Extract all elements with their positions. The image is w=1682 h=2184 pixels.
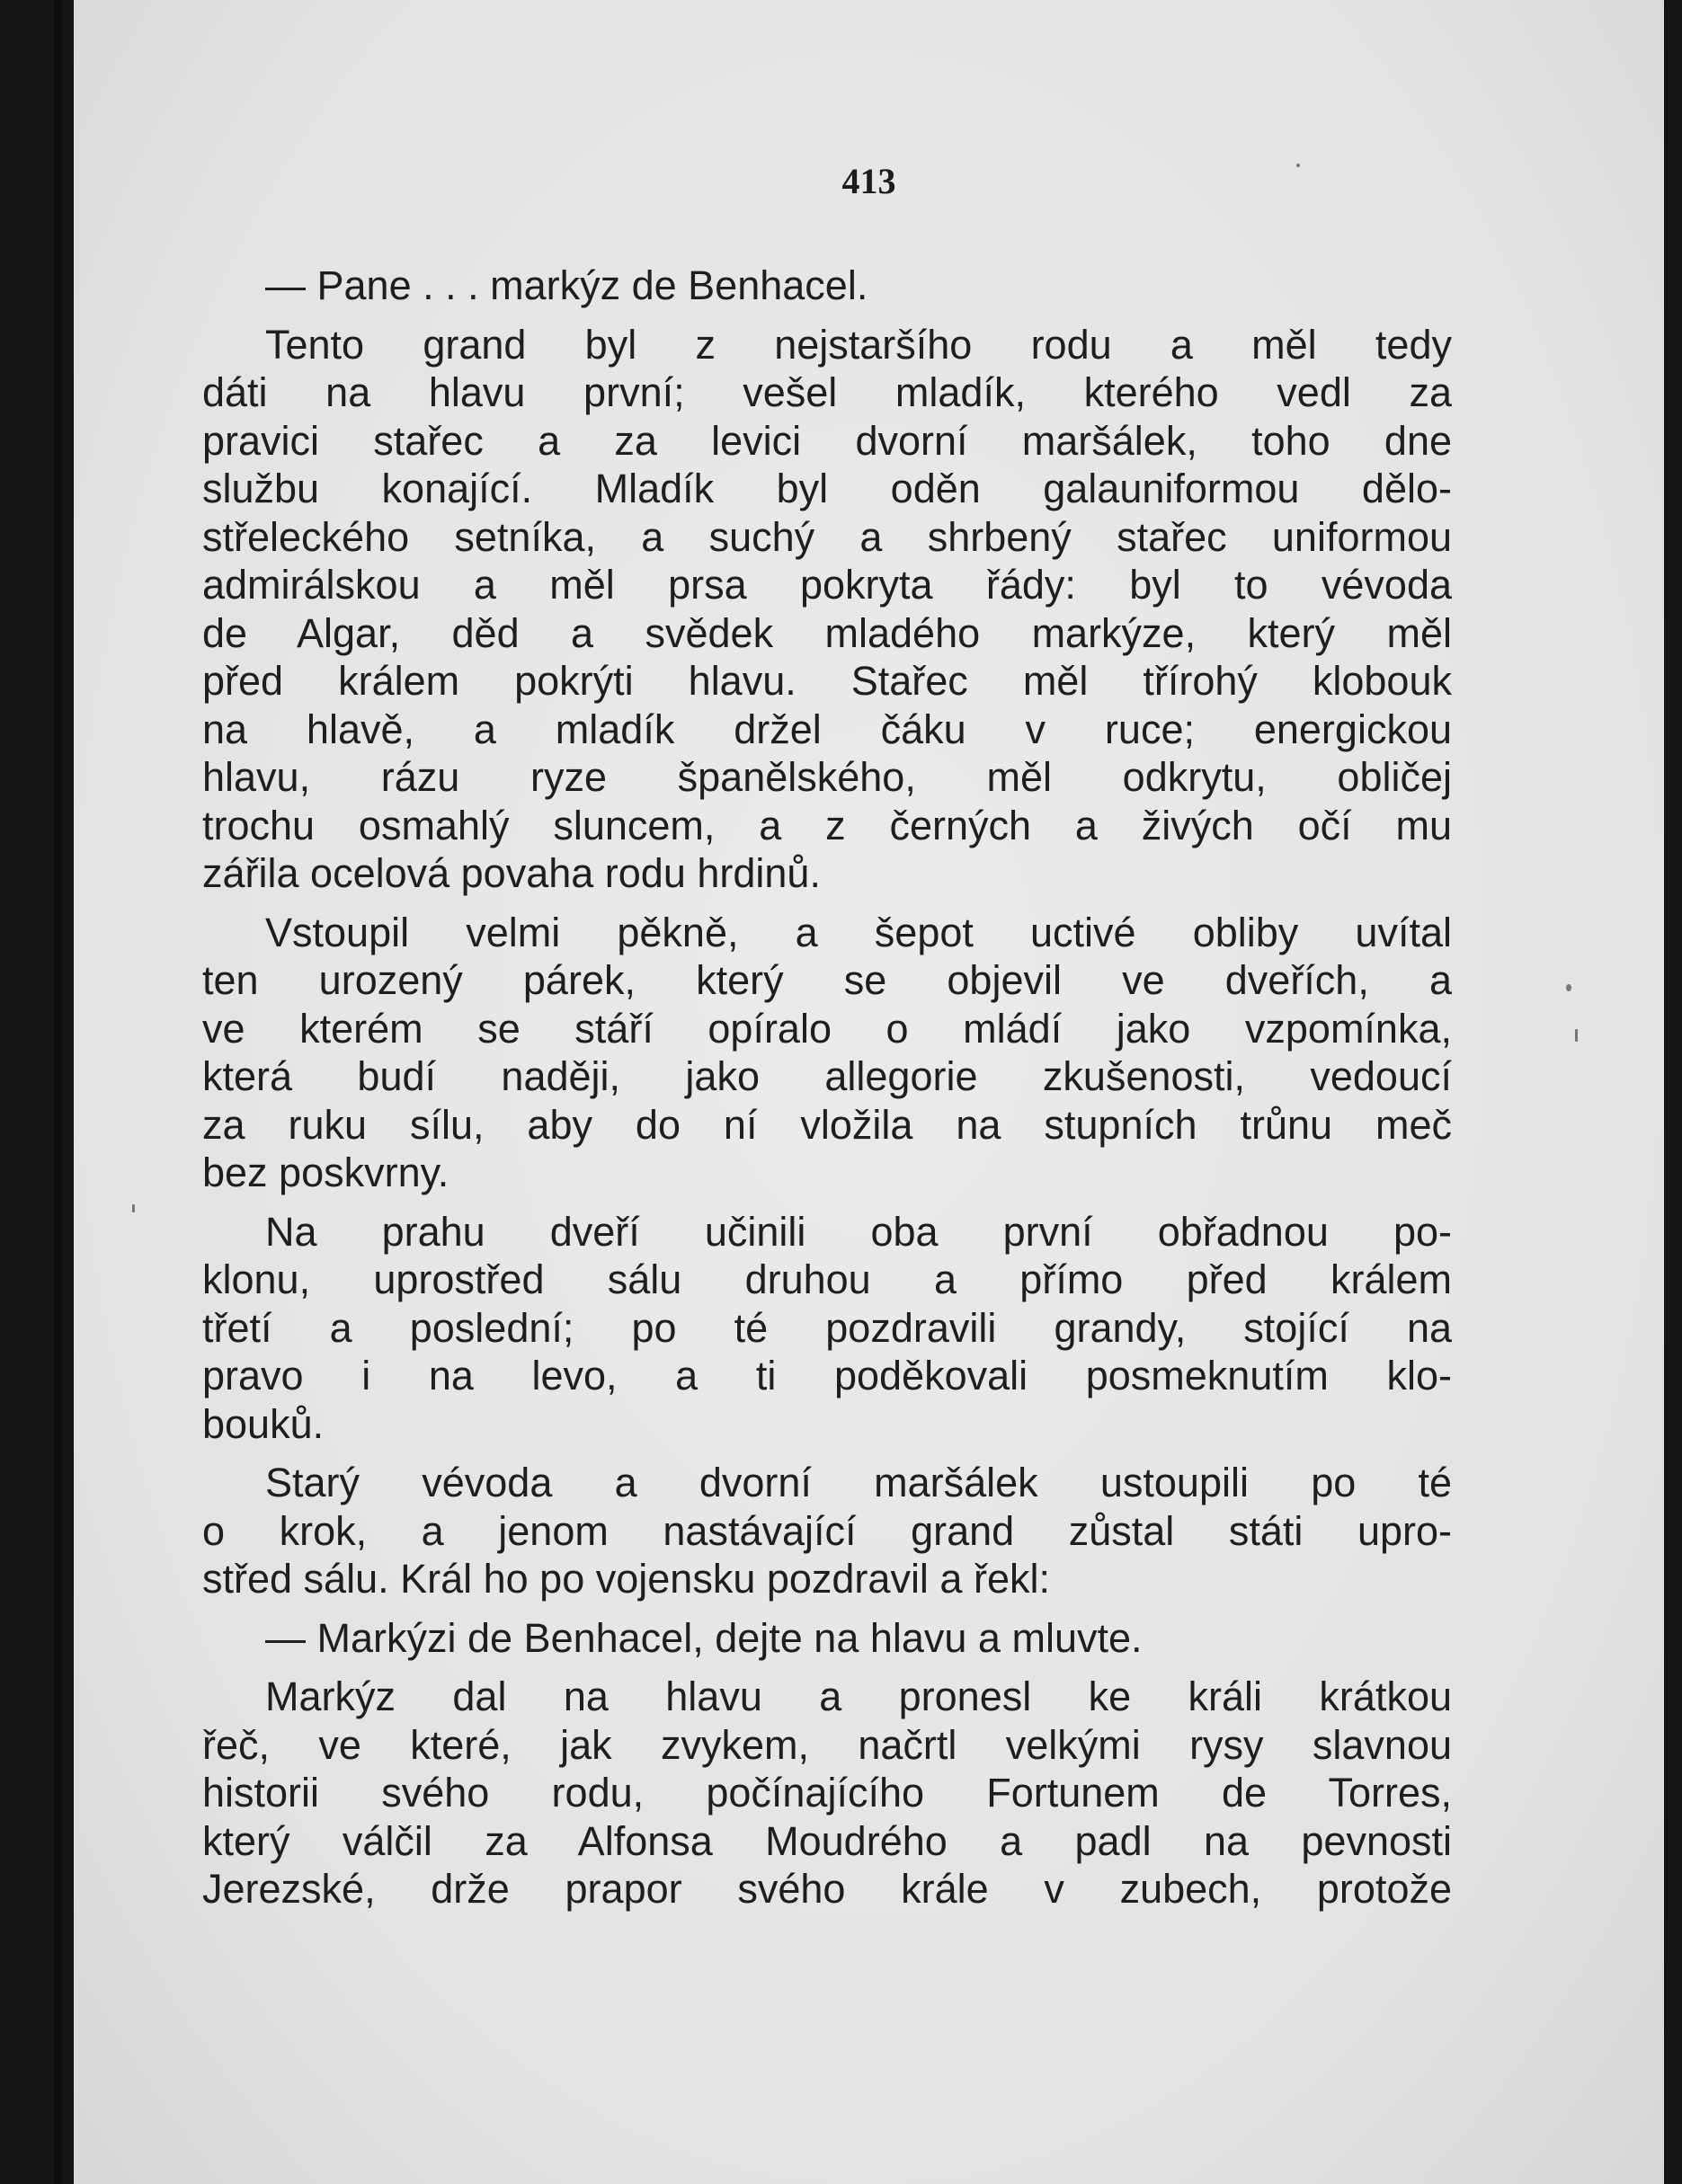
text-line: bez poskvrny. [202,1150,449,1195]
paragraph [202,1459,1452,1603]
text-line: za ruku sílu, aby do ní vložila na stupních trůnu meč [202,1101,1452,1148]
text-line: střed sálu. Král ho po vojensku pozdravil a řekl: [202,1556,1050,1602]
text-line: pravo i na levo, a ti poděkovali posmeknutím klo- [202,1353,1452,1398]
binding-gutter [54,0,63,2184]
text-line: o krok, a jenom nastávající grand zůstal státi upro- [202,1507,1452,1554]
text-line: před králem pokrýti hlavu. Stařec měl třírohý klobouk [202,658,1452,704]
paragraph [202,262,1452,310]
text-line: střeleckého setníka, a suchý a shrbený stařec uniformou [202,513,1452,560]
text-line: třetí a poslední; po té pozdravili grandy, stojící na [202,1304,1452,1351]
text-line: — Markýzi de Benhacel, dejte na hlavu a mluvte. [265,1614,1143,1661]
text-line: klonu, uprostřed sálu druhou a přímo před králem [202,1256,1452,1302]
text-line: dáti na hlavu první; vešel mladík, kterého vedl za [202,369,1452,415]
paragraph [202,909,1452,1197]
page-number: 413 [841,161,896,201]
text-line: který válčil za Alfonsa Moudrého a padl na pevnosti [202,1817,1452,1864]
scan-speck [1296,164,1300,167]
scan-speck [1566,984,1571,991]
text-line: Vstoupil velmi pěkně, a šepot uctivé obliby uvítal [265,909,1452,955]
text-line: historii svého rodu, počínajícího Fortunem de Torres, [202,1770,1452,1816]
text-line: pravici stařec a za levici dvorní maršálek, toho dne [202,417,1452,464]
scan-speck [1575,1029,1578,1042]
text-line: hlavu, rázu ryze španělského, měl odkrytu, obličej [202,754,1452,800]
text-line: Markýz dal na hlavu a pronesl ke králi krátkou [265,1674,1452,1719]
body-text [202,262,1452,1924]
text-line: zářila ocelová povaha rodu hrdinů. [202,850,821,896]
paragraph [202,321,1452,898]
paragraph [202,1673,1452,1913]
text-line: admirálskou a měl prsa pokryta řády: byl to vévoda [202,562,1452,608]
text-line: bouků. [202,1400,325,1447]
text-line: ten urozený párek, který se objevil ve dveřích, a [202,957,1452,1003]
text-line: Jerezské, drže prapor svého krále v zubech, protože [202,1866,1452,1912]
text-line: ve kterém se stáří opíralo o mládí jako vzpomínka, [202,1005,1452,1052]
text-line: na hlavě, a mladík držel čáku v ruce; energickou [202,706,1452,752]
text-line: de Algar, děd a svědek mladého markýze, který měl [202,609,1452,656]
text-line: řeč, ve které, jak zvykem, načrtl velkými rysy slavnou [202,1721,1452,1768]
scan-speck [132,1204,135,1212]
paragraph [202,1208,1452,1449]
text-line: Na prahu dveří učinili oba první obřadnou po- [265,1208,1452,1255]
text-line: Tento grand byl z nejstaršího rodu a měl tedy [265,321,1452,368]
book-page [74,0,1664,2184]
text-line: — Pane . . . markýz de Benhacel. [265,262,868,308]
text-line: trochu osmahlý sluncem, a z černých a živých očí mu [202,802,1452,848]
paragraph [202,1614,1452,1663]
text-line: službu konající. Mladík byl oděn galauniformou dělo- [202,466,1452,511]
text-line: která budí naději, jako allegorie zkušenosti, vedoucí [202,1053,1452,1099]
text-line: Starý vévoda a dvorní maršálek ustoupili po té [265,1460,1452,1505]
